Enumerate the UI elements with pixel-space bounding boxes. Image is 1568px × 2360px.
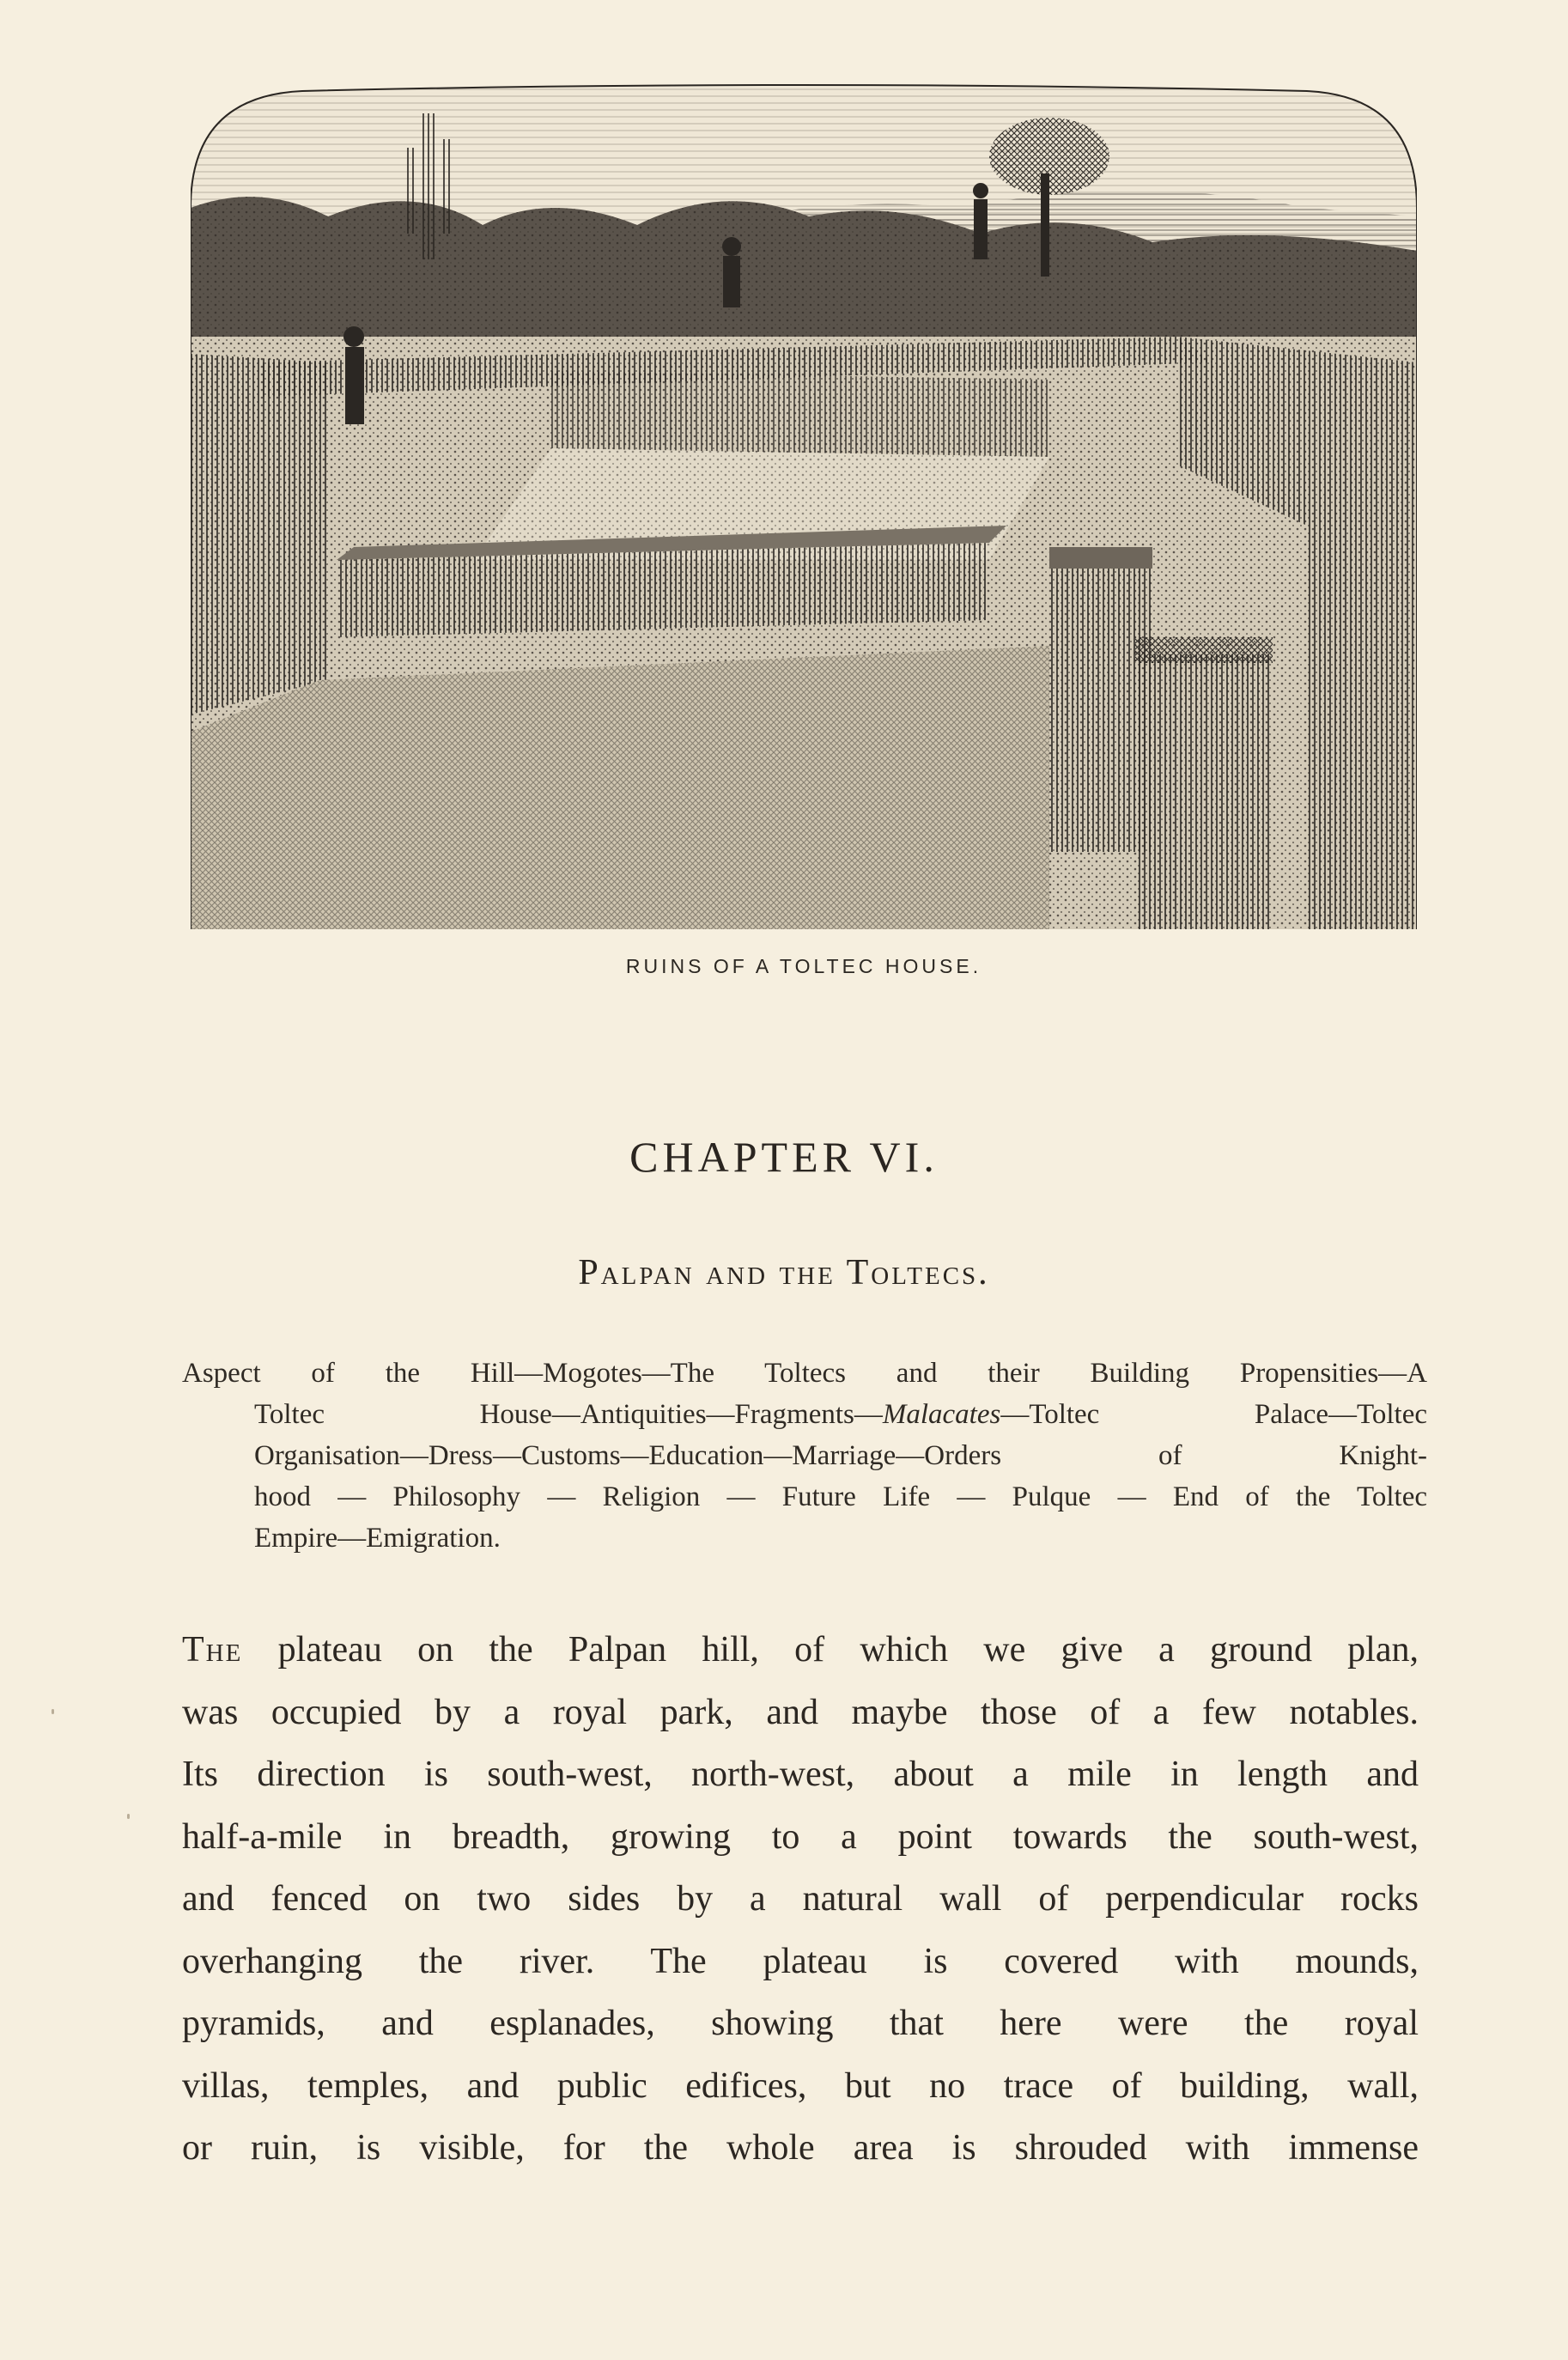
synopsis-line: hood — Philosophy — Religion — Future Life — Pulque — End of the Toltec — [254, 1481, 1427, 1512]
synopsis-line — [182, 1394, 1427, 1435]
paper-speck — [127, 1814, 130, 1819]
chapter-synopsis — [182, 1353, 1427, 1559]
body-line-text: plateau on the Palpan hill, of which we give a ground plan, — [277, 1630, 1419, 1670]
body-paragraph — [182, 1619, 1419, 2180]
body-line: overhanging the river. The plateau is covered with mounds, — [182, 1941, 1419, 1981]
synopsis-fragment: Toltec House—Antiquities—Fragments— — [254, 1399, 883, 1430]
body-line: villas, temples, and public edifices, but no trace of building, wall, — [182, 2065, 1419, 2106]
body-line: was occupied by a royal park, and maybe those of a few notables. — [182, 1692, 1419, 1732]
body-line: or ruin, is visible, for the whole area is shrouded with immense — [182, 2128, 1419, 2168]
synopsis-fragment: —Toltec Palace—Toltec — [1000, 1399, 1427, 1430]
body-line: and fenced on two sides by a natural wall of perpendicular rocks — [182, 1879, 1419, 1919]
engraving-illustration — [191, 79, 1417, 929]
lead-word: The — [182, 1630, 243, 1670]
body-line — [182, 1619, 1419, 1682]
figure-caption: RUINS OF A TOLTEC HOUSE. — [625, 955, 982, 977]
chapter-subtitle: Palpan and the Toltecs. — [578, 1253, 990, 1293]
synopsis-italic-term: Malacates — [882, 1399, 1001, 1430]
ruins-engraving — [191, 79, 1417, 929]
synopsis-line: Organisation—Dress—Customs—Education—Marriage—Orders of Knight- — [254, 1440, 1427, 1471]
paper-speck — [52, 1709, 54, 1714]
synopsis-line: Empire—Emigration. — [254, 1523, 501, 1554]
body-line: half-a-mile in breadth, growing to a point towards the south-west, — [182, 1816, 1419, 1857]
synopsis-line: Aspect of the Hill—Mogotes—The Toltecs and their Building Propensities—A — [182, 1358, 1427, 1389]
body-line: Its direction is south-west, north-west, about a mile in length and — [182, 1755, 1419, 1794]
body-line: pyramids, and esplanades, showing that here were the royal — [182, 2004, 1419, 2043]
chapter-title: CHAPTER VI. — [629, 1133, 939, 1181]
